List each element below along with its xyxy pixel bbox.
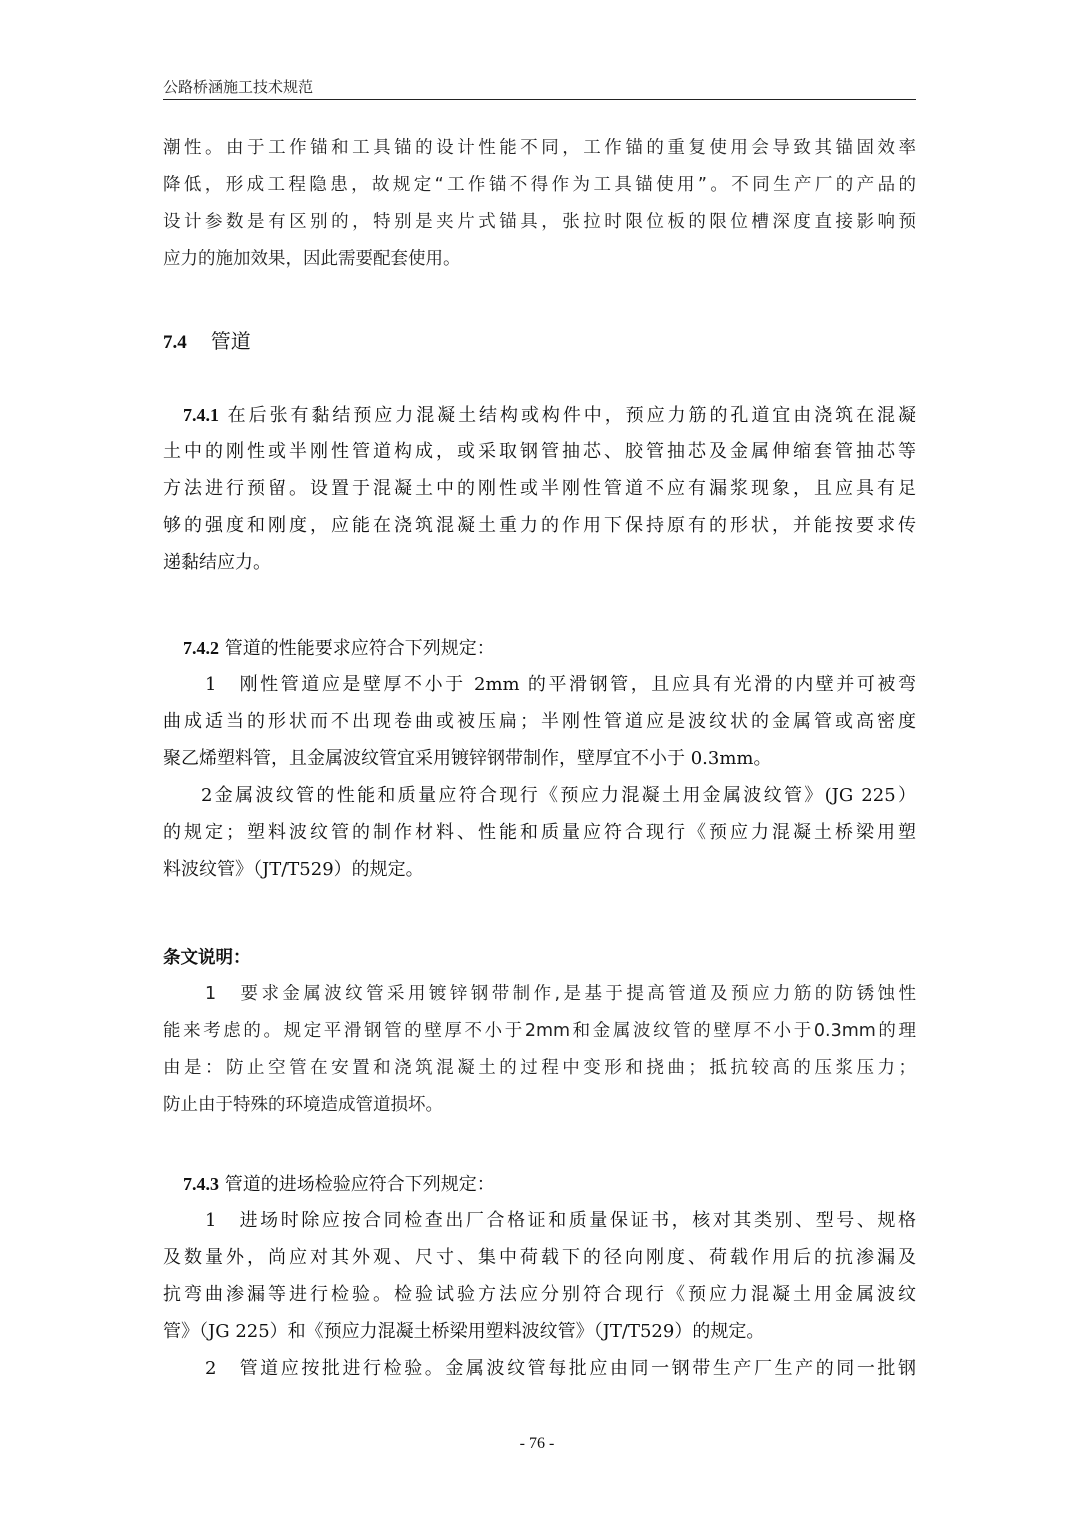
clause-line: 聚乙烯塑料管，且金属波纹管宜采用镀锌钢带制作，壁厚宜不小于 0.3mm。 (163, 748, 772, 769)
clause-line: 曲成适当的形状而不出现卷曲或被压扁；半刚性管道应是波纹状的金属管或高密度 (163, 711, 916, 732)
explanation-line: 由是：防止空管在安置和浇筑混凝土的过程中变形和挠曲；抵抗较高的压浆压力； (163, 1058, 916, 1078)
section-number: 7.4 (163, 332, 187, 353)
clause-text: 在后张有黏结预应力混凝土结构或构件中，预应力筋的孔道宜由浇筑在混凝 (219, 405, 916, 426)
intro-line: 潮性。由于工作锚和工具锚的设计性能不同，工作锚的重复使用会导致其锚固效率 (163, 138, 916, 158)
explanation-line: 1 要求金属波纹管采用镀锌钢带制作,是基于提高管道及预应力筋的防锈蚀性 (205, 984, 916, 1004)
running-header: 公路桥涵施工技术规范 (163, 78, 314, 96)
clause-first-line (163, 397, 916, 433)
clause-line: 土中的刚性或半刚性管道构成，或采取钢管抽芯、胶管抽芯及金属伸缩套管抽芯等 (163, 441, 916, 462)
clause-item: 1 进场时除应按合同检查出厂合格证和质量保证书，核对其类别、型号、规格 (205, 1210, 916, 1231)
clause-number: 7.4.1 (183, 405, 219, 425)
clause-line: 递黏结应力。 (163, 552, 271, 573)
clause-line: 方法进行预留。设置于混凝土中的刚性或半刚性管道不应有漏浆现象，且应具有足 (163, 478, 916, 499)
intro-line: 应力的施加效果，因此需要配套使用。 (163, 249, 461, 269)
explanation-line: 防止由于特殊的环境造成管道损坏。 (163, 1095, 443, 1115)
clause-number: 7.4.2 (183, 638, 219, 658)
clause-line: 抗弯曲渗漏等进行检验。检验试验方法应分别符合现行《预应力混凝土用金属波纹 (163, 1284, 916, 1305)
clause-item: 2金属波纹管的性能和质量应符合现行《预应力混凝土用金属波纹管》(JG 225） (201, 785, 916, 806)
section-heading (163, 324, 251, 358)
clause-line: 管》（JG 225）和《预应力混凝土桥梁用塑料波纹管》（JT/T529）的规定。 (163, 1321, 765, 1342)
clause-number: 7.4.3 (183, 1174, 219, 1194)
clause-line: 料波纹管》（JT/T529）的规定。 (163, 859, 424, 880)
header-divider (163, 99, 916, 100)
section-title: 管道 (210, 329, 251, 353)
clause-line: 够的强度和刚度，应能在浇筑混凝土重力的作用下保持原有的形状，并能按要求传 (163, 515, 916, 536)
clause-item: 1 刚性管道应是壁厚不小于 2mm 的平滑钢管，且应具有光滑的内壁并可被弯 (205, 674, 916, 695)
clause-text: 管道的性能要求应符合下列规定： (219, 638, 495, 659)
clause-text: 管道的进场检验应符合下列规定： (219, 1174, 495, 1195)
intro-line: 降低，形成工程隐患，故规定“工作锚不得作为工具锚使用”。不同生产厂的产品的 (163, 175, 916, 195)
clause-intro (183, 1166, 495, 1202)
explanation-title: 条文说明： (163, 948, 251, 968)
intro-line: 设计参数是有区别的，特别是夹片式锚具，张拉时限位板的限位槽深度直接影响预 (163, 212, 916, 232)
explanation-line: 能来考虑的。规定平滑钢管的壁厚不小于2mm和金属波纹管的壁厚不小于0.3mm的理 (163, 1021, 916, 1041)
clause-line: 及数量外，尚应对其外观、尺寸、集中荷载下的径向刚度、荷载作用后的抗渗漏及 (163, 1247, 916, 1268)
clause-intro (183, 630, 495, 666)
clause-line: 的规定；塑料波纹管的制作材料、性能和质量应符合现行《预应力混凝土桥梁用塑 (163, 822, 916, 843)
clause-item: 2 管道应按批进行检验。金属波纹管每批应由同一钢带生产厂生产的同一批钢 (205, 1358, 916, 1379)
page-number: - 76 - (519, 1435, 555, 1452)
